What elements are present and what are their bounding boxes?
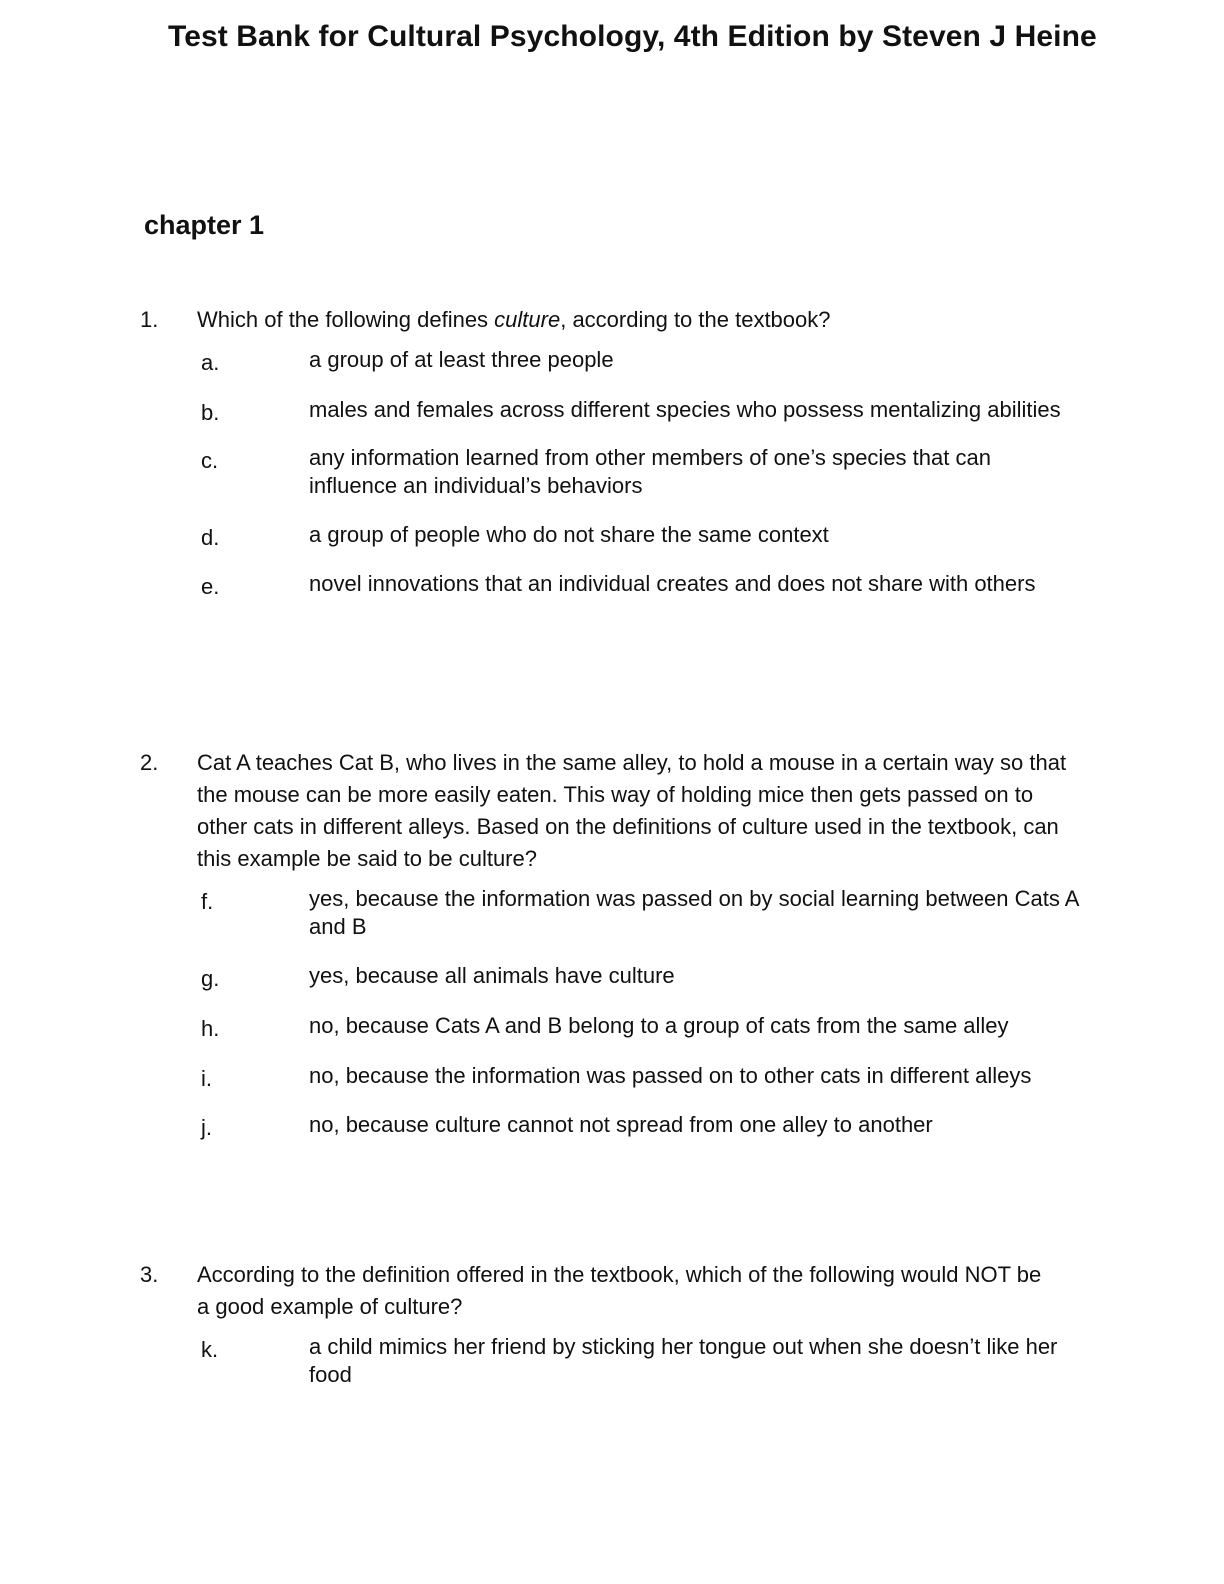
answer-option <box>140 1012 1080 1040</box>
question-stem <box>140 1259 1080 1323</box>
option-text: no, because culture cannot not spread from one alley to another <box>309 1112 933 1137</box>
answer-option <box>140 396 1080 424</box>
answer-option <box>140 521 1080 549</box>
emphasized-term: culture <box>494 307 561 332</box>
answer-option <box>140 1062 1080 1090</box>
option-letter: e. <box>201 574 220 599</box>
option-letter: i. <box>201 1066 212 1091</box>
option-text: a group of people who do not share the same context <box>309 522 829 547</box>
answer-option <box>140 1111 1080 1139</box>
option-text: a group of at least three people <box>309 347 614 372</box>
question-2 <box>140 747 1080 1139</box>
option-letter: c. <box>201 448 219 473</box>
document-title: Test Bank for Cultural Psychology, 4th Edition by Steven J Heine <box>168 20 1097 53</box>
option-letter: f. <box>201 889 214 914</box>
option-text: yes, because all animals have culture <box>309 963 675 988</box>
option-text: no, because the information was passed on to other cats in different alleys <box>309 1063 1032 1088</box>
question-stem <box>140 747 1080 875</box>
answer-option <box>140 444 1080 500</box>
question-stem <box>140 304 1080 336</box>
answer-option <box>140 346 1080 374</box>
option-letter: g. <box>201 966 220 991</box>
answer-option <box>140 885 1080 941</box>
question-number: 2. <box>140 750 159 775</box>
option-text: any information learned from other members of one’s species that can influence an individual’s behaviors <box>309 445 991 498</box>
option-text: a child mimics her friend by sticking her tongue out when she doesn’t like her food <box>309 1334 1058 1387</box>
answer-option <box>140 570 1080 598</box>
question-text: According to the definition offered in the textbook, which of the following would NOT be a good example of culture? <box>197 1262 1042 1319</box>
question-text: Which of the following defines culture, according to the textbook? <box>197 307 831 332</box>
question-number: 3. <box>140 1262 159 1287</box>
question-number: 1. <box>140 307 159 332</box>
option-letter: k. <box>201 1337 219 1362</box>
option-text: yes, because the information was passed on by social learning between Cats A and B <box>309 886 1079 939</box>
option-text: novel innovations that an individual creates and does not share with others <box>309 571 1036 596</box>
option-text: no, because Cats A and B belong to a group of cats from the same alley <box>309 1013 1009 1038</box>
option-letter: a. <box>201 350 220 375</box>
question-1 <box>140 304 1080 598</box>
option-text: males and females across different species who possess mentalizing abilities <box>309 397 1061 422</box>
option-letter: d. <box>201 525 220 550</box>
option-letter: j. <box>201 1115 212 1140</box>
chapter-heading: chapter 1 <box>144 210 265 240</box>
answer-option <box>140 962 1080 990</box>
question-3 <box>140 1259 1080 1389</box>
question-text: Cat A teaches Cat B, who lives in the same alley, to hold a mouse in a certain way so that the mouse can be more easily eaten. This way of holding mice then gets passed on to other cats in different alleys. Based on the definitions of culture used in the textbook, can this example be said to be culture? <box>197 750 1067 871</box>
option-letter: b. <box>201 400 220 425</box>
answer-option <box>140 1333 1080 1389</box>
option-letter: h. <box>201 1016 220 1041</box>
